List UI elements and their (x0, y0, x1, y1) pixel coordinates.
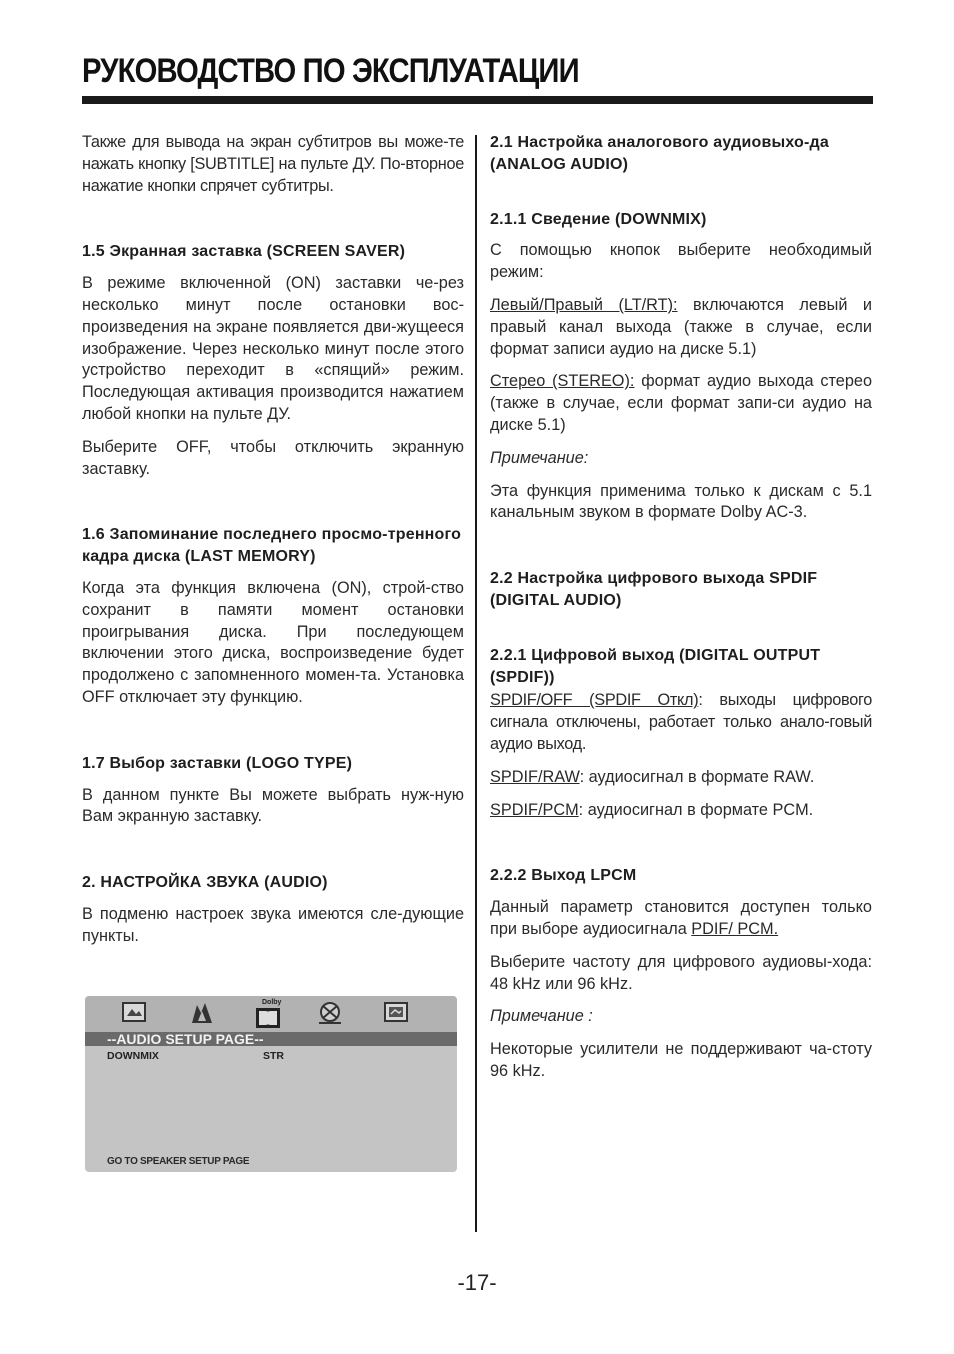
spdif-pcm-paragraph (490, 800, 872, 822)
note-1-label: Примечание: (490, 448, 589, 467)
ltrt-text: включаются левый и правый канал выхода (также в случае, если формат записи аудио на диске 5.1) (490, 295, 872, 358)
osd-icon-bar (85, 996, 457, 1032)
section-2-2-1-heading: 2.2.1 Цифровой выход (DIGITAL OUTPUT (SPDIF)) (490, 646, 821, 686)
osd-row-value: STR (263, 1050, 284, 1062)
ltrt-paragraph (490, 295, 872, 360)
dolby-label: Dolby (262, 999, 282, 1006)
section-1-5-paragraph: В режиме включенной (ON) заставки че-рез несколько минут после остановки вос-произведения на экране появляется дви-жущееся изображение. Через несколько минут после этого устройство переходит в «спящий» режим. Последующая активация производится нажатием любой кнопки на пульте ДУ. (82, 274, 464, 423)
spdif-off-label: SPDIF/OFF (SPDIF Откл) (490, 691, 699, 710)
section-2-2-2-heading: 2.2.2 Выход LPCM (490, 867, 637, 885)
note-2-label: Примечание : (490, 1007, 593, 1026)
note-1-text: Эта функция применима только к дискам с 5.1 канальным звуком в формате Dolby AC-3. (490, 481, 872, 522)
right-column (490, 132, 872, 1094)
spdif-off-text: : выходы цифрового сигнала отключены, работает только анало-говый аудио выход. (490, 691, 872, 753)
audio-setup-screen (85, 996, 457, 1172)
video-setup-icon (317, 1001, 343, 1025)
section-2-heading: 2. НАСТРОЙКА ЗВУКА (AUDIO) (82, 874, 328, 892)
ltrt-label: Левый/Правый (LT/RT): (490, 295, 678, 314)
note-2-text: Некоторые усилители не поддерживают ча-стоту 96 kHz. (490, 1040, 872, 1080)
section-1-7-heading: 1.7 Выбор заставки (LOGO TYPE) (82, 754, 353, 772)
spdif-raw-paragraph (490, 767, 872, 789)
section-2-paragraph: В подменю настроек звука имеются сле-дующие пункты. (82, 904, 464, 945)
audio-setup-icon (189, 1001, 215, 1025)
spdif-pcm-text: : аудиосигнал в формате PCM. (578, 800, 814, 819)
intro-paragraph: Также для вывода на экран субтитров вы може-те нажать кнопку [SUBTITLE] на пульте ДУ. По-вторное нажатие кнопки спрячет субтитры. (82, 133, 464, 195)
osd-footer-hint: GO TO SPEAKER SETUP PAGE (107, 1156, 250, 1167)
spdif-off-paragraph (490, 690, 872, 755)
spdif-raw-label: SPDIF/RAW (490, 767, 580, 786)
lpcm-text: Данный параметр становится доступен только при выборе аудиосигнала (490, 898, 872, 938)
left-column (82, 132, 464, 959)
section-1-5-paragraph-2: Выберите OFF, чтобы отключить экранную заставку. (82, 437, 464, 478)
lpcm-link-text: PDIF/ PCM. (691, 919, 779, 938)
osd-header-title: --AUDIO SETUP PAGE-- (107, 1031, 264, 1047)
section-1-6-paragraph: Когда эта функция включена (ON), строй-ство сохранит в памяти момент остановки проигрывания диска. При последующем включении этого диска, воспроизведение будет продолжено с запомненного момен-та. Установка OFF отключает эту функцию. (82, 578, 464, 706)
section-2-1-heading: 2.1 Настройка аналогового аудиовыхо-да (ANALOG AUDIO) (490, 134, 830, 173)
lpcm-frequency-paragraph: Выберите частоту для цифрового аудиовы-хода: 48 kHz или 96 kHz. (490, 952, 872, 993)
speaker-setup-icon (121, 1001, 147, 1025)
section-1-5-heading: 1.5 Экранная заставка (SCREEN SAVER) (82, 243, 406, 261)
stereo-label: Стерео (STEREO): (490, 372, 635, 391)
section-2-1-1-paragraph: С помощью кнопок выберите необходимый режим: (490, 241, 872, 282)
stereo-paragraph (490, 371, 872, 436)
stereo-text: формат аудио выхода стерео (также в случае, если формат запи-си аудио на диске 5.1) (490, 372, 872, 434)
preference-icon (383, 1001, 409, 1025)
dolby-icon (255, 1007, 281, 1031)
spdif-raw-text: : аудиосигнал в формате RAW. (579, 767, 815, 786)
page-number: -17- (457, 1270, 497, 1295)
section-1-7-paragraph: В данном пункте Вы можете выбрать нуж-ную Вам экранную заставку. (82, 785, 464, 826)
section-2-1-1-heading: 2.1.1 Сведение (DOWNMIX) (490, 210, 707, 228)
page-title: РУКОВОДСТВО ПО ЭКСПЛУАТАЦИИ (82, 52, 579, 90)
section-1-6-heading: 1.6 Запоминание последнего просмо-тренного кадра диска (LAST MEMORY) (82, 526, 462, 566)
title-rule (82, 96, 873, 104)
spdif-pcm-label: SPDIF/PCM (490, 800, 579, 819)
lpcm-paragraph (490, 897, 872, 941)
osd-row-label: DOWNMIX (107, 1050, 159, 1062)
column-divider (475, 135, 477, 1232)
section-2-2-heading: 2.2 Настройка цифрового выхода SPDIF (DIGITAL AUDIO) (490, 570, 818, 609)
